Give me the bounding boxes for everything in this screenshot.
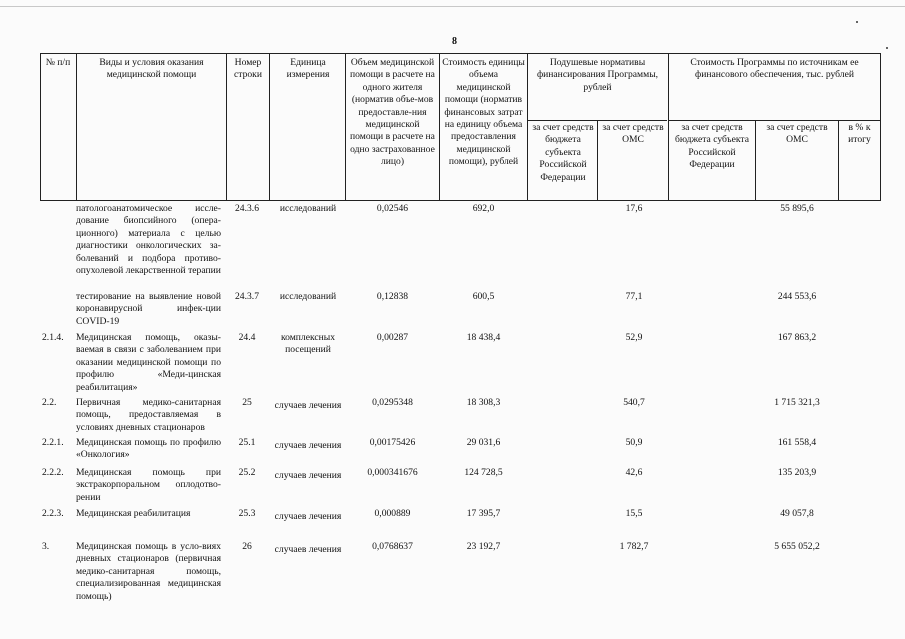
cell-volume: 0,12838 (376, 291, 409, 302)
col-border (76, 53, 77, 201)
header-bottom-border (40, 200, 880, 201)
col-border (597, 120, 598, 201)
cell-cost: 17 395,7 (466, 508, 501, 519)
cell-name: патологоанатомическое иссле-дование биопсийного (опера-ционного) материала с целью диагностики онкологических за-болеваний и подбора противо-опухолевой лекарственной терапии (76, 203, 221, 277)
header-cost: Стоимость единицы объема медицинской помощи (норматив финансовых затрат на единицу объема предоставления медицинской помощи), рублей (442, 57, 525, 168)
header-norms-budget: за счет средств бюджета субъекта Российской Федерации (532, 122, 594, 183)
cell-num: 2.2.2. (42, 467, 64, 478)
cell-cost: 124 728,5 (464, 467, 503, 478)
cell-sum-oms: 49 057,8 (780, 508, 814, 519)
cell-num: 2.1.4. (42, 332, 64, 343)
cell-unit: случаев лечения (274, 511, 342, 522)
col-border (269, 53, 270, 201)
header-sources-group: Стоимость Программы по источникам ее финансового обеспечения, тыс. рублей (690, 57, 859, 81)
cell-sum-oms: 161 558,4 (777, 437, 817, 448)
cell-sum-oms: 1 715 321,3 (774, 397, 820, 408)
page-number: 8 (452, 36, 457, 47)
cell-norm-oms: 77,1 (625, 291, 643, 302)
cell-sum-oms: 244 553,6 (777, 291, 817, 302)
header-norms-group: Подушевые нормативы финансирования Программы, рублей (536, 57, 659, 93)
header-norms-oms: за счет средств ОМС (602, 122, 664, 146)
cell-num: 2.2.1. (42, 437, 64, 448)
cell-row: 26 (242, 541, 252, 552)
header-row: Номер строки (234, 57, 262, 81)
cell-name: Медицинская помощь при экстракорпоральном оплодотво-рении (76, 467, 221, 503)
cell-norm-oms: 15,5 (625, 508, 643, 519)
cell-row: 25.1 (238, 437, 256, 448)
cell-name: Медицинская помощь в усло-виях дневных стационаров (первичная медико-санитарная помощь, специализированная медицинская помощь) (76, 541, 221, 602)
scan-top-edge (0, 6, 905, 7)
cell-row: 25.2 (238, 467, 256, 478)
cell-cost: 18 308,3 (466, 397, 501, 408)
header-volume: Объем медицинской помощи в расчете на одного жителя (норматив объе-мов предоставле-ния медицинской помощи в расчете на одно застрахованное лицо) (350, 57, 435, 168)
scan-speck (856, 21, 858, 23)
cell-unit: случаев лечения (274, 440, 342, 451)
col-border (40, 53, 41, 201)
col-border (439, 53, 440, 201)
header-sources-budget: за счет средств бюджета субъекта Российской Федерации (675, 122, 749, 171)
table-top-border (40, 53, 880, 54)
cell-name: Медицинская реабилитация (76, 508, 191, 519)
cell-unit: случаев лечения (274, 544, 342, 555)
cell-cost: 23 192,7 (466, 541, 501, 552)
cell-norm-oms: 50,9 (625, 437, 643, 448)
cell-row: 24.3.6 (235, 203, 259, 214)
cell-unit: исследований (279, 203, 337, 214)
cell-volume: 0,000889 (374, 508, 411, 519)
cell-sum-oms: 135 203,9 (777, 467, 817, 478)
cell-num: 2.2. (42, 397, 57, 408)
cell-cost: 600,5 (472, 291, 495, 302)
header-name: Виды и условия оказания медицинской помощи (99, 57, 204, 81)
cell-row: 24.4 (238, 332, 256, 343)
subheader-border (669, 120, 880, 121)
cell-row: 24.3.7 (235, 291, 259, 302)
cell-row: 25.3 (238, 508, 256, 519)
col-border (755, 120, 756, 201)
col-border (838, 120, 839, 201)
cell-cost: 18 438,4 (466, 332, 501, 343)
cell-unit: исследований (279, 291, 337, 302)
cell-norm-oms: 42,6 (625, 467, 643, 478)
cell-name: Медицинская помощь, оказы-ваемая в связи с заболеванием при оказании медицинской помощи по профилю «Меди-цинская реабилитация» (76, 332, 221, 393)
cell-name: тестирование на выявление новой коронавирусной инфек-ции COVID-19 (76, 291, 221, 327)
cell-cost: 692,0 (472, 203, 495, 214)
cell-volume: 0,02546 (376, 203, 409, 214)
cell-unit: случаев лечения (274, 400, 342, 411)
cell-norm-oms: 540,7 (623, 397, 645, 408)
cell-sum-oms: 167 863,2 (777, 332, 817, 343)
header-num: № п/п (45, 57, 71, 68)
col-border (880, 53, 881, 201)
col-border (527, 53, 528, 201)
cell-volume: 0,0295348 (372, 397, 413, 408)
header-unit: Единица измерения (286, 57, 330, 81)
cell-cost: 29 031,6 (466, 437, 501, 448)
cell-num: 3. (42, 541, 50, 552)
cell-num: 2.2.3. (42, 508, 64, 519)
cell-volume: 0,00287 (376, 332, 409, 343)
cell-unit: комплексных посещений (280, 332, 336, 356)
cell-sum-oms: 5 655 052,2 (774, 541, 820, 552)
cell-volume: 0,0768637 (372, 541, 413, 552)
cell-sum-oms: 55 895,6 (780, 203, 814, 214)
cell-norm-oms: 17,6 (625, 203, 643, 214)
col-border (226, 53, 227, 201)
cell-norm-oms: 1 782,7 (619, 541, 649, 552)
cell-volume: 0,000341676 (367, 467, 418, 478)
cell-name: Медицинская помощь по профилю «Онкология» (76, 437, 221, 461)
scan-speck (886, 47, 888, 49)
cell-row: 25 (242, 397, 252, 408)
cell-volume: 0,00175426 (369, 437, 416, 448)
cell-norm-oms: 52,9 (625, 332, 643, 343)
col-border (668, 53, 669, 201)
col-border (345, 53, 346, 201)
header-sources-oms: за счет средств ОМС (766, 122, 828, 146)
header-sources-pct: в % к итогу (848, 122, 871, 146)
cell-name: Первичная медико-санитарная помощь, предоставляемая в условиях дневных стационаров (76, 397, 221, 433)
cell-unit: случаев лечения (274, 470, 342, 481)
